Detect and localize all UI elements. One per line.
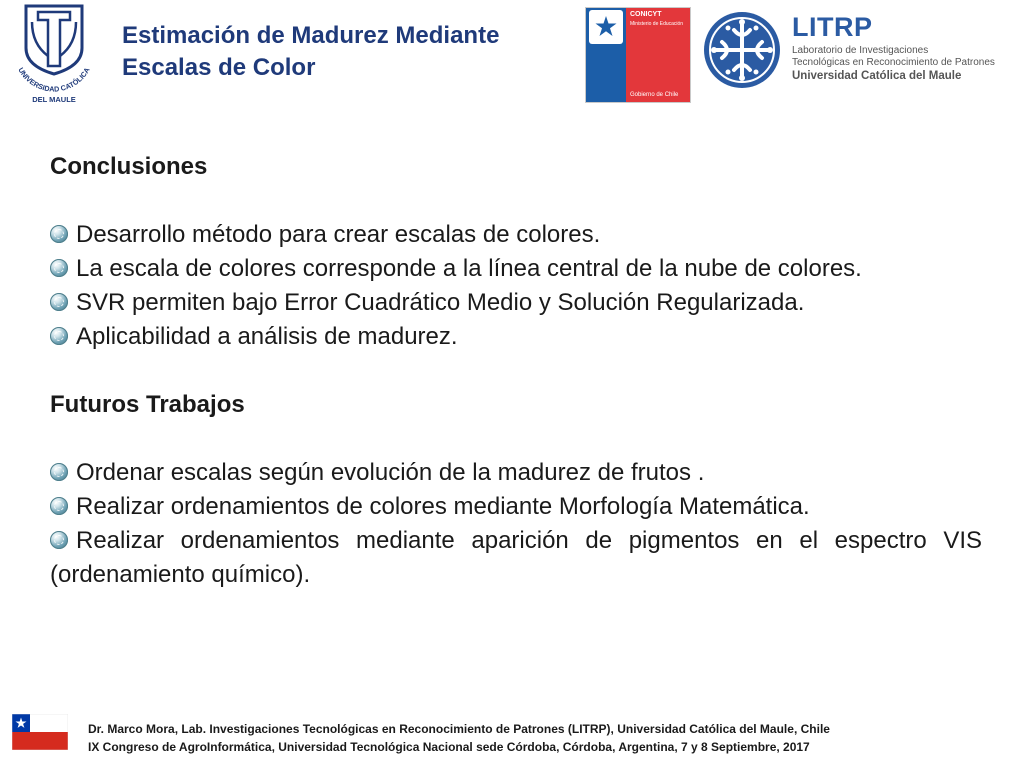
conicyt-subtitle: Ministerio de Educación (630, 21, 684, 27)
page-title-line-1: Estimación de Madurez Mediante (122, 22, 500, 49)
ucm-logo-arc-text: UNIVERSIDAD CATÓLICA (16, 65, 92, 94)
litrp-university: Universidad Católica del Maule (792, 70, 962, 82)
litrp-emblem-icon (702, 10, 782, 90)
page-title-line-2: Escalas de Color (122, 54, 316, 81)
gem-bullet-icon (50, 225, 68, 243)
chile-shield-icon (589, 10, 623, 44)
conicyt-blue-panel (586, 8, 626, 102)
future-work-heading: Futuros Trabajos (50, 391, 245, 418)
litrp-name: LITRP (792, 12, 873, 42)
gem-bullet-icon (50, 293, 68, 311)
footer-line-2: IX Congreso de AgroInformática, Universidad Tecnológica Nacional sede Córdoba, Córdoba, Argentina, 7 y 8 Septiembre, 2017 (88, 740, 810, 754)
conicyt-red-panel (626, 8, 690, 102)
footer-line-1: Dr. Marco Mora, Lab. Investigaciones Tecnológicas en Reconocimiento de Patrones (LITRP), Universidad Católica del Maule, Chile (88, 722, 830, 736)
conclusion-item: SVR permiten bajo Error Cuadrático Medio y Solución Regularizada. (50, 286, 982, 320)
ucm-logo-bottom-text: DEL MAULE (32, 95, 76, 104)
gem-bullet-icon (50, 531, 68, 549)
slide-content (50, 150, 982, 592)
conicyt-name: CONICYT (630, 11, 662, 18)
ucm-cross-emblem-icon (8, 2, 100, 106)
gem-bullet-icon (50, 327, 68, 345)
gem-bullet-icon (50, 259, 68, 277)
conicyt-logo (586, 8, 690, 102)
university-logo (8, 2, 100, 106)
future-work-item: Ordenar escalas según evolución de la madurez de frutos . (50, 456, 982, 490)
conclusion-item: Aplicabilidad a análisis de madurez. (50, 320, 982, 354)
gem-bullet-icon (50, 463, 68, 481)
conclusion-item: Desarrollo método para crear escalas de colores. (50, 218, 982, 252)
chile-flag-icon (12, 714, 68, 750)
future-work-item: Realizar ordenamientos mediante aparición de pigmentos en el espectro VIS (ordenamiento químico). (50, 527, 982, 588)
conclusion-item: La escala de colores corresponde a la línea central de la nube de colores. (50, 252, 982, 286)
future-work-item: Realizar ordenamientos de colores mediante Morfología Matemática. (50, 490, 982, 524)
footer-credits (88, 720, 830, 756)
gem-bullet-icon (50, 497, 68, 515)
page-title (122, 20, 562, 84)
litrp-subtitle-line-2: Tecnológicas en Reconocimiento de Patrones (792, 57, 995, 68)
conicyt-government: Gobierno de Chile (630, 92, 679, 98)
conclusions-heading: Conclusiones (50, 153, 208, 180)
litrp-subtitle-line-1: Laboratorio de Investigaciones (792, 45, 929, 56)
